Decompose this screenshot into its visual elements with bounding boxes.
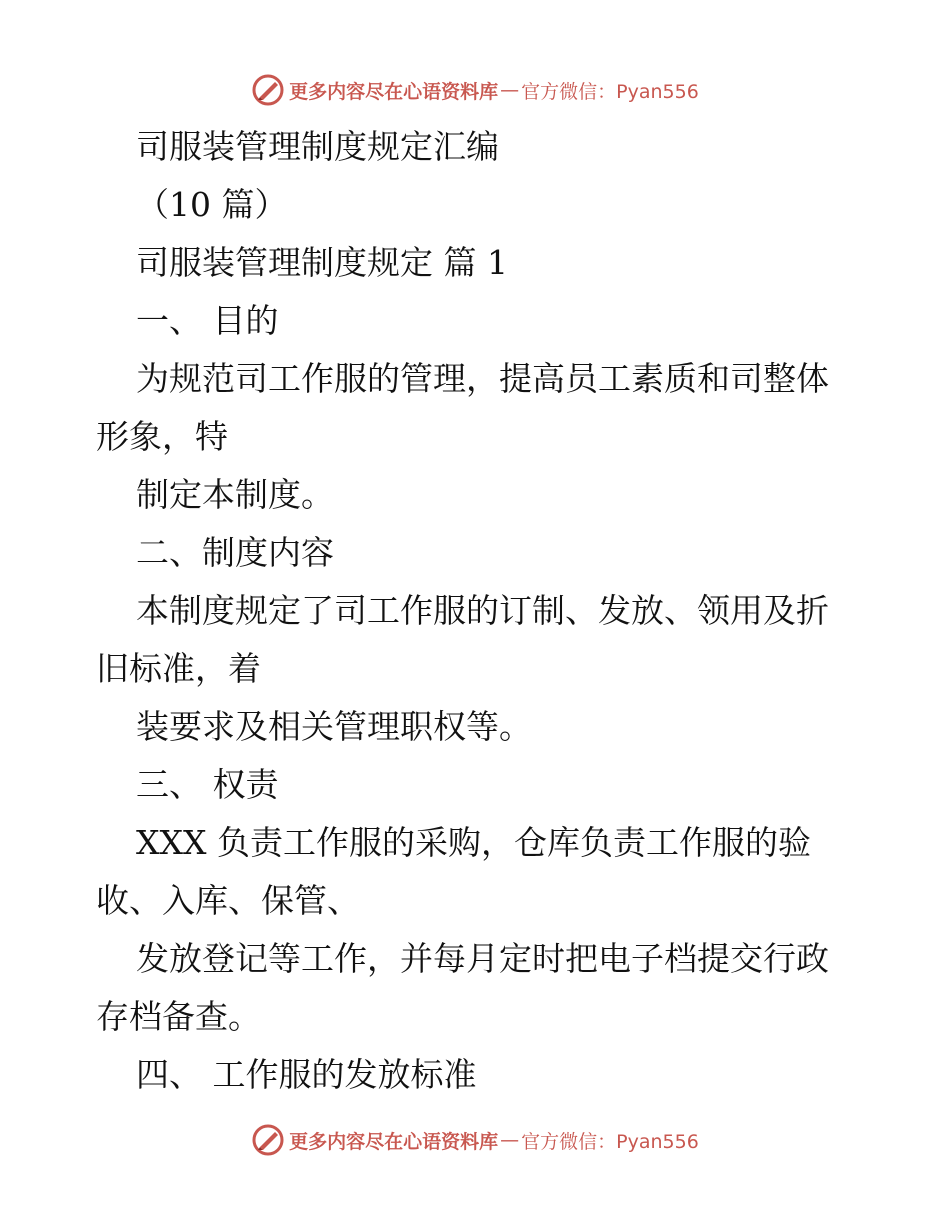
doc-line: 一、 目的	[136, 301, 279, 340]
watermark-sub-text: 官方微信：Pyan556	[521, 1130, 699, 1153]
doc-line: 三、 权责	[136, 765, 279, 804]
doc-line: 四、 工作服的发放标准	[136, 1055, 477, 1094]
doc-line: 装要求及相关管理职权等。	[136, 707, 532, 746]
doc-line: 存档备查。	[96, 997, 261, 1036]
watermark-banner-bottom	[0, 1120, 950, 1160]
doc-line: 制定本制度。	[136, 475, 334, 514]
watermark-main-text: 更多内容尽在心语资料库	[289, 1130, 499, 1153]
watermark-main-text: 更多内容尽在心语资料库	[289, 80, 499, 103]
doc-line: 形象，特	[96, 417, 228, 456]
document-body	[96, 118, 876, 1104]
logo-icon	[251, 1123, 285, 1157]
doc-line: 为规范司工作服的管理，提高员工素质和司整体	[136, 359, 829, 398]
doc-line: 旧标准，着	[96, 649, 261, 688]
doc-line: XXX 负责工作服的采购，仓库负责工作服的验	[136, 823, 811, 862]
doc-line: 发放登记等工作，并每月定时把电子档提交行政	[136, 939, 829, 978]
watermark-sub-text: 官方微信：Pyan556	[521, 80, 699, 103]
doc-line: 本制度规定了司工作服的订制、发放、领用及折	[136, 591, 829, 630]
watermark-banner-top	[0, 70, 950, 110]
doc-line: 收、入库、保管、	[96, 881, 360, 920]
doc-line: 司服装管理制度规定 篇 1	[136, 243, 508, 282]
logo-icon	[251, 73, 285, 107]
doc-line: （10 篇）	[136, 185, 288, 224]
watermark-separator: —	[500, 1129, 520, 1151]
watermark-separator: —	[500, 79, 520, 101]
doc-line: 二、制度内容	[136, 533, 334, 572]
doc-line: 司服装管理制度规定汇编	[136, 127, 499, 166]
